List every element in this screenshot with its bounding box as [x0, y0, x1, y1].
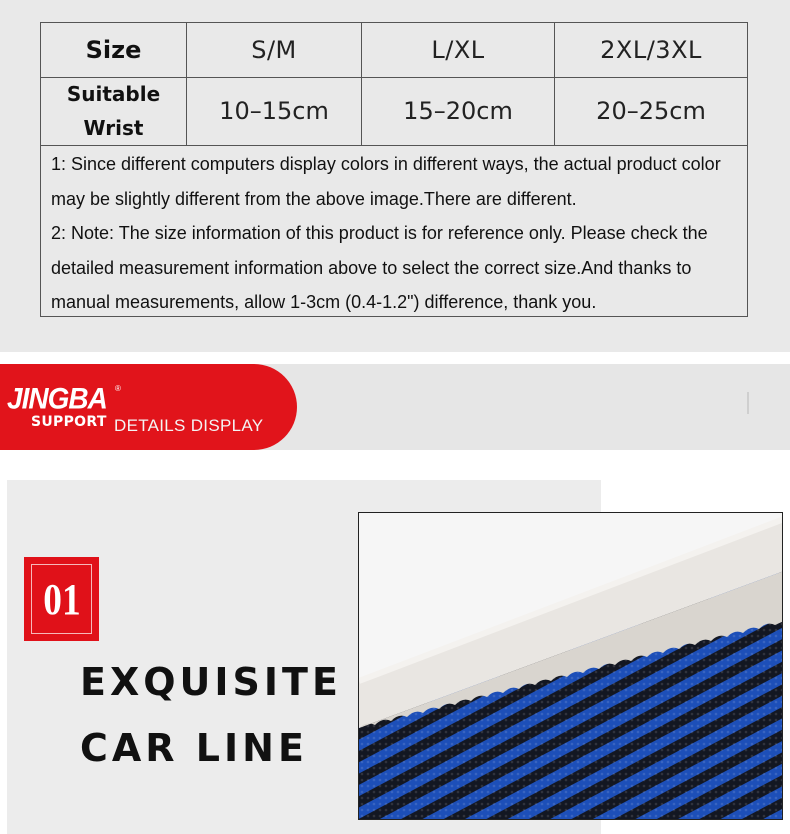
size-table — [40, 22, 748, 317]
wrist-row-label: Suitable Wrist — [66, 82, 161, 140]
size-lxl: L/XL — [361, 23, 554, 77]
size-sm: S/M — [186, 23, 361, 77]
feature-number: 01 — [42, 574, 81, 624]
feature-title-line1: EXQUISITE — [80, 660, 342, 704]
size-2xl3xl: 2XL/3XL — [554, 23, 747, 77]
size-header-label: Size — [85, 36, 142, 64]
details-display-title: DETAILS DISPLAY — [114, 416, 264, 435]
feature-number-badge — [24, 557, 99, 641]
knit-fabric-icon — [359, 513, 783, 820]
size-header-row — [41, 23, 747, 78]
banner-divider — [747, 392, 749, 414]
note-measurement: 2: Note: The size information of this product is for reference only. Please check the detailed measurement information above to select the correct size.And thanks to manual measurements, allow 1-3cm (0.4-1.2") difference, thank you. — [51, 223, 708, 312]
size-chart-section — [0, 0, 790, 352]
wrist-range-lxl: 15–20cm — [361, 77, 554, 145]
wrist-range-2xl3xl: 20–25cm — [554, 77, 747, 145]
brand-badge — [0, 364, 297, 450]
details-banner — [0, 364, 790, 450]
wrist-row — [41, 77, 747, 146]
brand-sub-label: SUPPORT — [31, 414, 107, 430]
brand-logo: JINGBA — [7, 382, 107, 415]
note-color: 1: Since different computers display colors in different ways, the actual product color may be slightly different from the above image.There are different. — [51, 154, 721, 209]
wrist-range-sm: 10–15cm — [186, 77, 361, 145]
size-notes — [51, 147, 741, 320]
feature-title-line2: CAR LINE — [80, 726, 308, 770]
registered-mark: ® — [115, 384, 121, 393]
fabric-closeup-image — [358, 512, 783, 820]
